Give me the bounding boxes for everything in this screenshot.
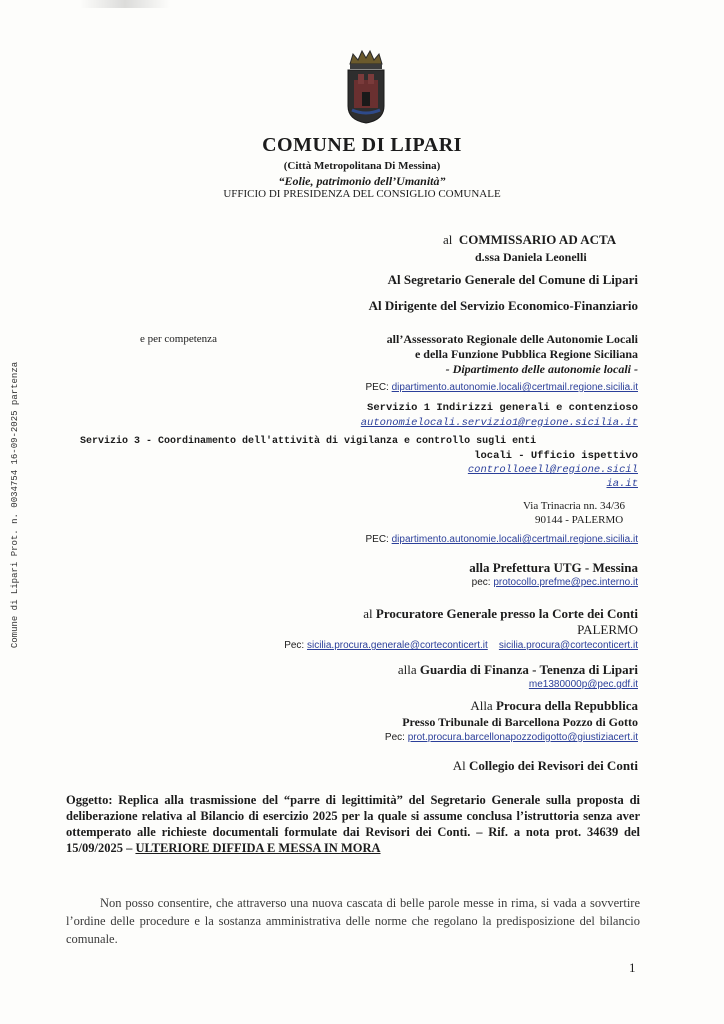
recipient-prefix: al [443, 232, 453, 247]
assessorato-line2: e della Funzione Pubblica Regione Siciliana [414, 347, 638, 361]
servizio1-email[interactable]: autonomielocali.servizio1@regione.sicilia.it [360, 417, 638, 429]
guardia-email[interactable]: me1380000p@pec.gdf.it [528, 679, 638, 690]
subject-underlined: ULTERIORE DIFFIDA E MESSA IN MORA [135, 841, 381, 855]
protocol-stamp: Comune di Lipari Prot. n. 0034754 16-09-2025 partenza [10, 361, 20, 649]
recipient-prefix: al [363, 606, 373, 621]
subject-block [66, 792, 640, 856]
recipient-commissario [443, 232, 616, 248]
prefettura-pec-link[interactable]: protocollo.prefme@pec.interno.it [493, 577, 638, 588]
office-name: UFFICIO DI PRESIDENZA DEL CONSIGLIO COMUNALE [223, 188, 501, 200]
motto: “Eolie, patrimonio dell’Umanità” [278, 174, 446, 188]
page-number: 1 [629, 960, 636, 975]
pec-label: pec: [471, 577, 491, 588]
per-competenza-label: e per competenza [140, 333, 217, 345]
recipient-title: Guardia di Finanza - Tenenza di Lipari [419, 662, 638, 677]
servizio3-email-part2[interactable]: ia.it [606, 478, 638, 490]
servizio3-line1: Servizio 3 - Coordinamento dell'attività di vigilanza e controllo sugli enti [80, 436, 537, 447]
recipient-segretario: Al Segretario Generale del Comune di Lipari [387, 272, 638, 287]
procura-tribunale: Presso Tribunale di Barcellona Pozzo di Gotto [402, 715, 638, 729]
recipient-title: COMMISSARIO AD ACTA [458, 232, 617, 247]
procura-pec [250, 732, 638, 743]
recipient-guardia [300, 662, 638, 678]
subject-text: Oggetto: Replica alla trasmissione del “parre di legittimità” del Segretario Generale sulla proposta di deliberazione relativa al Bilancio di esercizio 2025 per la quale si assume conclusa l’istruttoria senza aver ottemperato alle richieste documentali formulate dai Revisori dei Conti. – Rif. a nota prot. 34639 del 15/09/2025 – [66, 793, 640, 855]
recipient-collegio [300, 758, 638, 774]
body-paragraph: Non posso consentire, che attraverso una nuova cascata di belle parole messe in rima, si vada a sovvertire l’ordine delle procedure e la sostanza amministrativa delle norme che regolano la predisposizione del bilancio comunale. [66, 896, 640, 946]
recipient-dirigente: Al Dirigente del Servizio Economico-Finanziario [368, 298, 638, 313]
recipient-prefix: Al [452, 758, 466, 773]
assessorato-line1: all’Assessorato Regionale delle Autonomie Locali [386, 332, 638, 346]
servizio3-line2: locali - Ufficio ispettivo [474, 450, 638, 462]
procuratore-pec-link-2[interactable]: sicilia.procura@corteconticert.it [498, 640, 638, 651]
coat-of-arms-icon [344, 48, 388, 124]
pec-label: PEC: [365, 534, 389, 545]
pec-link-2[interactable]: dipartimento.autonomie.locali@certmail.regione.sicilia.it [391, 534, 638, 545]
prefettura-pec [300, 577, 638, 588]
pec-label: Pec: [384, 732, 405, 743]
procuratore-pec-link-1[interactable]: sicilia.procura.generale@corteconticert.it [306, 640, 488, 651]
recipient-prefix: alla [397, 662, 417, 677]
page-title: COMUNE DI LIPARI [262, 134, 462, 156]
pec-label: Pec: [284, 640, 305, 651]
servizio1: Servizio 1 Indirizzi generali e contenzioso [367, 402, 638, 414]
pec-label: PEC: [365, 382, 389, 393]
procuratore-city: PALERMO [577, 622, 638, 637]
recipient-title: Procura della Repubblica [495, 698, 638, 713]
recipient-procura [300, 698, 638, 714]
procuratore-pec [180, 640, 638, 651]
procura-pec-link[interactable]: prot.procura.barcellonapozzodigotto@giustiziacert.it [407, 732, 638, 743]
pec-line-1 [230, 382, 638, 393]
address-city: 90144 - PALERMO [535, 514, 624, 526]
city-subtitle: (Città Metropolitana Di Messina) [283, 160, 441, 172]
servizio3-email-part1[interactable]: controlloeell@regione.sicil [467, 464, 638, 476]
commissario-name: d.ssa Daniela Leonelli [475, 250, 587, 264]
scan-artifact [80, 0, 170, 8]
recipient-title: Collegio dei Revisori dei Conti [469, 758, 638, 773]
pec-line-2 [230, 534, 638, 545]
recipient-procuratore [250, 606, 638, 622]
pec-link-1[interactable]: dipartimento.autonomie.locali@certmail.regione.sicilia.it [391, 382, 638, 393]
assessorato-line3: - Dipartimento delle autonomie locali - [445, 362, 638, 376]
address-street: Via Trinacria nn. 34/36 [523, 500, 625, 512]
recipient-title: Procuratore Generale presso la Corte dei Conti [375, 606, 638, 621]
recipient-prefix: Alla [470, 698, 493, 713]
recipient-prefettura: alla Prefettura UTG - Messina [469, 560, 638, 575]
